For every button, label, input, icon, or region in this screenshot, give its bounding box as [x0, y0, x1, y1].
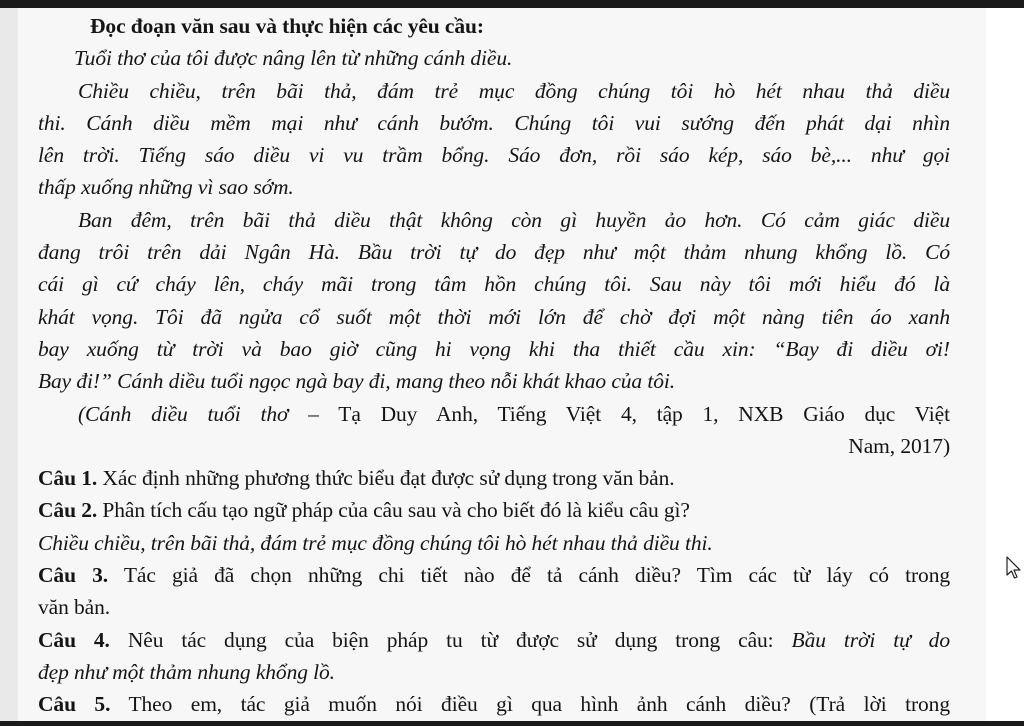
- question-2-quote: Chiều chiều, trên bãi thả, đám trẻ mục đồng chúng tôi hò hét nhau thả diều thi.: [38, 530, 713, 555]
- question-5: [38, 688, 950, 720]
- paragraph1-line-3: lên trời. Tiếng sáo diều vi vu trầm bổng. Sáo đơn, rồi sáo kép, sáo bè,... như gọi: [38, 143, 950, 168]
- paragraph2-line-3: cái gì cứ cháy lên, cháy mãi trong tâm hồn chúng tôi. Sau này tôi mới hiểu đó là: [38, 272, 950, 297]
- question-1: [38, 462, 950, 494]
- question-5-text: Theo em, tác giả muốn nói điều gì qua hình ảnh cánh diều? (Trả lời trong: [110, 692, 950, 717]
- question-1-text: Xác định những phương thức biểu đạt được sử dụng trong văn bản.: [97, 466, 675, 491]
- question-2-label: Câu 2.: [38, 498, 98, 523]
- paragraph2-line-1: Ban đêm, trên bãi thả diều thật không còn gì huyền ảo hơn. Có cảm giác diều: [78, 207, 950, 232]
- question-3-continued: văn bản.: [38, 595, 111, 620]
- bottom-border: [0, 721, 1024, 726]
- question-2-text: Phân tích cấu tạo ngữ pháp của câu sau và cho biết đó là kiểu câu gì?: [97, 498, 690, 523]
- question-3: [38, 559, 950, 591]
- mouse-pointer-icon: [1006, 556, 1022, 580]
- question-4: [38, 624, 950, 656]
- paragraph1-line-4: thấp xuống những vì sao sớm.: [38, 175, 294, 200]
- question-3-label: Câu 3.: [38, 563, 109, 588]
- top-border: [0, 0, 1024, 8]
- instruction-heading: Đọc đoạn văn sau và thực hiện các yêu cầu:: [90, 14, 484, 38]
- citation-line-1: [38, 398, 950, 430]
- paragraph2-line-6: Bay đi!” Cánh diều tuổi ngọc ngà bay đi, mang theo nỗi khát khao của tôi.: [38, 369, 676, 394]
- question-3-text: Tác giả đã chọn những chi tiết nào để tả cánh diều? Tìm các từ láy có trong: [108, 563, 950, 588]
- document-page: [18, 8, 986, 721]
- citation-line-2: Nam, 2017): [848, 433, 950, 458]
- paragraph2-line-5: bay xuống từ trời và bao giờ cũng hi vọng khi tha thiết cầu xin: “Bay đi diều ơi!: [38, 336, 950, 361]
- paragraph1-line-1: Chiều chiều, trên bãi thả, đám trẻ mục đồng chúng tôi hò hét nhau thả diều: [78, 78, 950, 103]
- question-4-quote-start: Bầu trời tự do: [791, 627, 950, 652]
- question-1-label: Câu 1.: [38, 466, 98, 491]
- citation-work-title: (Cánh diều tuổi thơ: [78, 401, 289, 426]
- paragraph2-line-4: khát vọng. Tôi đã ngửa cổ suốt một thời mới lớn để chờ đợi một nàng tiên áo xanh: [38, 304, 950, 329]
- paragraph1-line-2: thi. Cánh diều mềm mại như cánh bướm. Chúng tôi vui sướng đến phát dại nhìn: [38, 110, 950, 135]
- question-5-label: Câu 5.: [38, 692, 111, 717]
- question-4-text: Nêu tác dụng của biện pháp tu từ được sử dụng trong câu:: [109, 627, 792, 652]
- paragraph2-line-2: đang trôi trên dải Ngân Hà. Bầu trời tự do đẹp như một thảm nhung khổng lồ. Có: [38, 240, 950, 265]
- question-2: [38, 494, 950, 526]
- question-4-quote-end: đẹp như một thảm nhung khổng lồ.: [38, 659, 335, 684]
- passage-title-line: Tuổi thơ của tôi được nâng lên từ những cánh diều.: [74, 46, 513, 71]
- document-content: [38, 10, 950, 721]
- citation-source: – Tạ Duy Anh, Tiếng Việt 4, tập 1, NXB Giáo dục Việt: [288, 401, 950, 426]
- question-4-label: Câu 4.: [38, 627, 110, 652]
- right-margin: [986, 8, 1024, 721]
